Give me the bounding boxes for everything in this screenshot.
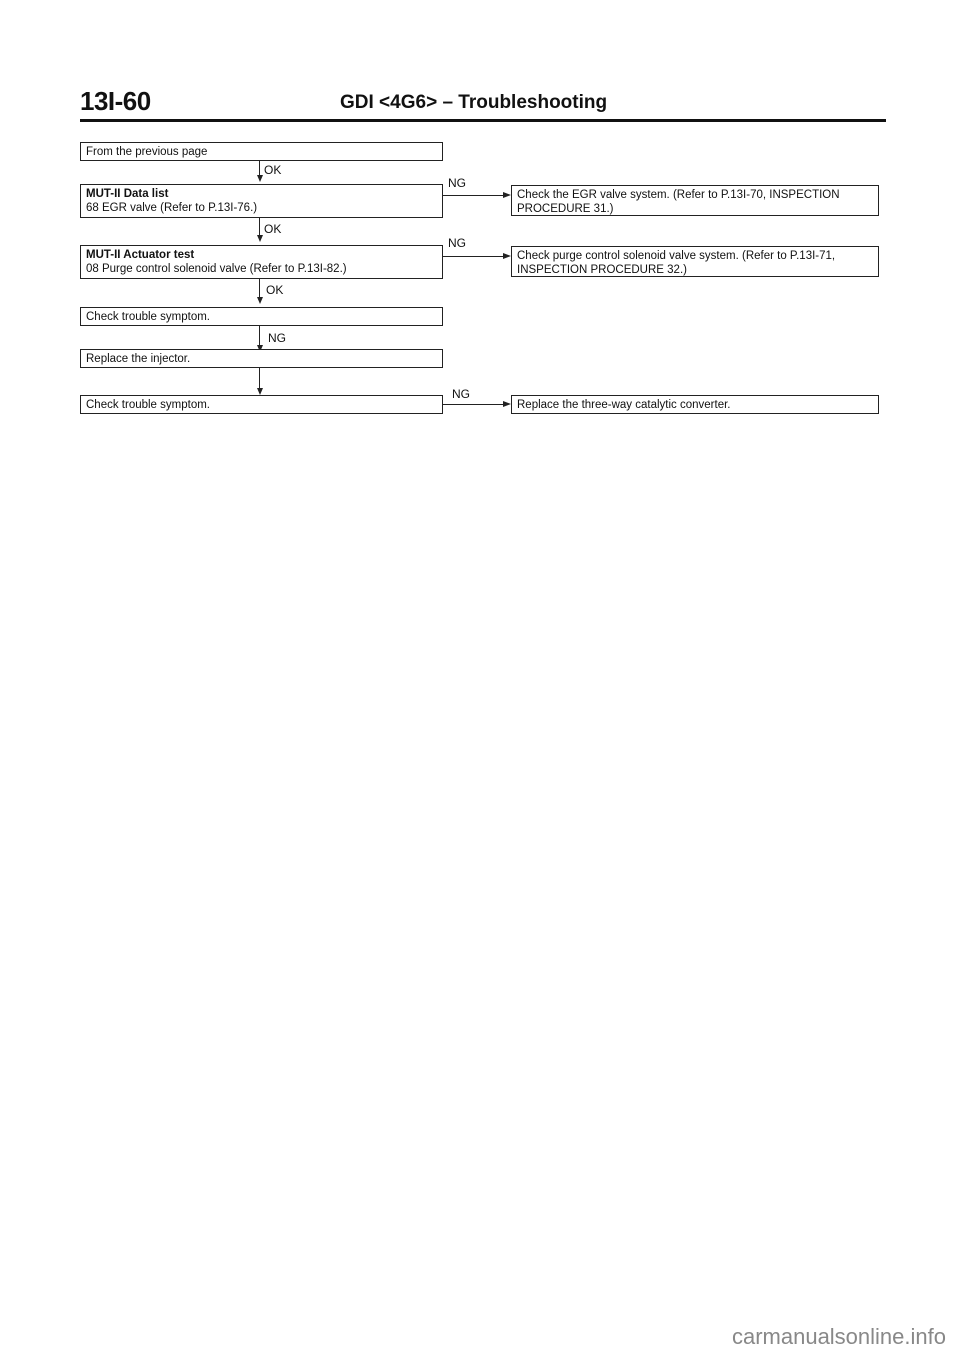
connector-line xyxy=(443,256,505,257)
connector-line xyxy=(259,279,260,298)
step2-ng-action-line1: Check purge control solenoid valve system. (Refer to P.13I-71, xyxy=(517,250,836,262)
connector-line xyxy=(259,218,260,235)
step2-box xyxy=(80,245,443,279)
step1-title: MUT-II Data list xyxy=(86,188,169,200)
step5-ng-action-box xyxy=(511,395,879,414)
ng-label: NG xyxy=(452,387,470,401)
arrow-down-icon xyxy=(257,235,263,242)
arrow-right-icon xyxy=(503,253,511,259)
connector-line xyxy=(259,161,260,175)
step5-ng-action-text: Replace the three-way catalytic converter. xyxy=(517,399,731,411)
page-number: 13I-60 xyxy=(80,86,151,116)
step5-box xyxy=(80,395,443,414)
arrow-right-icon xyxy=(503,401,511,407)
step2-ng-action-box xyxy=(511,246,879,277)
arrow-down-icon xyxy=(257,388,263,395)
connector-line xyxy=(443,404,505,405)
arrow-down-icon xyxy=(257,297,263,304)
step4-text: Replace the injector. xyxy=(86,353,191,365)
step1-ng-action-line1: Check the EGR valve system. (Refer to P.13I-70, INSPECTION xyxy=(517,189,840,201)
arrow-right-icon xyxy=(503,192,511,198)
step1-box xyxy=(80,184,443,218)
step1-ng-action-line2: PROCEDURE 31.) xyxy=(517,203,614,215)
step2-ng-action-line2: INSPECTION PROCEDURE 32.) xyxy=(517,264,687,276)
step4-box xyxy=(80,349,443,368)
ng-label: NG xyxy=(268,331,286,345)
header-rule xyxy=(80,119,886,122)
ok-label: OK xyxy=(264,163,282,177)
connector-line xyxy=(259,326,260,346)
step2-title: MUT-II Actuator test xyxy=(86,249,195,261)
step1-ng-action-box xyxy=(511,185,879,216)
footer-watermark: carmanualsonline.info xyxy=(731,1324,946,1349)
step3-text: Check trouble symptom. xyxy=(86,311,210,323)
step2-text: 08 Purge control solenoid valve (Refer to P.13I-82.) xyxy=(86,263,347,275)
ng-label: NG xyxy=(448,236,466,250)
ok-label: OK xyxy=(266,283,284,297)
ng-label: NG xyxy=(448,176,466,190)
arrow-down-icon xyxy=(257,175,263,182)
step1-text: 68 EGR valve (Refer to P.13I-76.) xyxy=(86,202,258,214)
start-box xyxy=(80,142,443,161)
connector-line xyxy=(443,195,505,196)
step5-text: Check trouble symptom. xyxy=(86,399,210,411)
step3-box xyxy=(80,307,443,326)
page-title: GDI <4G6> – Troubleshooting xyxy=(340,92,608,113)
start-text: From the previous page xyxy=(86,146,208,158)
ok-label: OK xyxy=(264,222,282,236)
